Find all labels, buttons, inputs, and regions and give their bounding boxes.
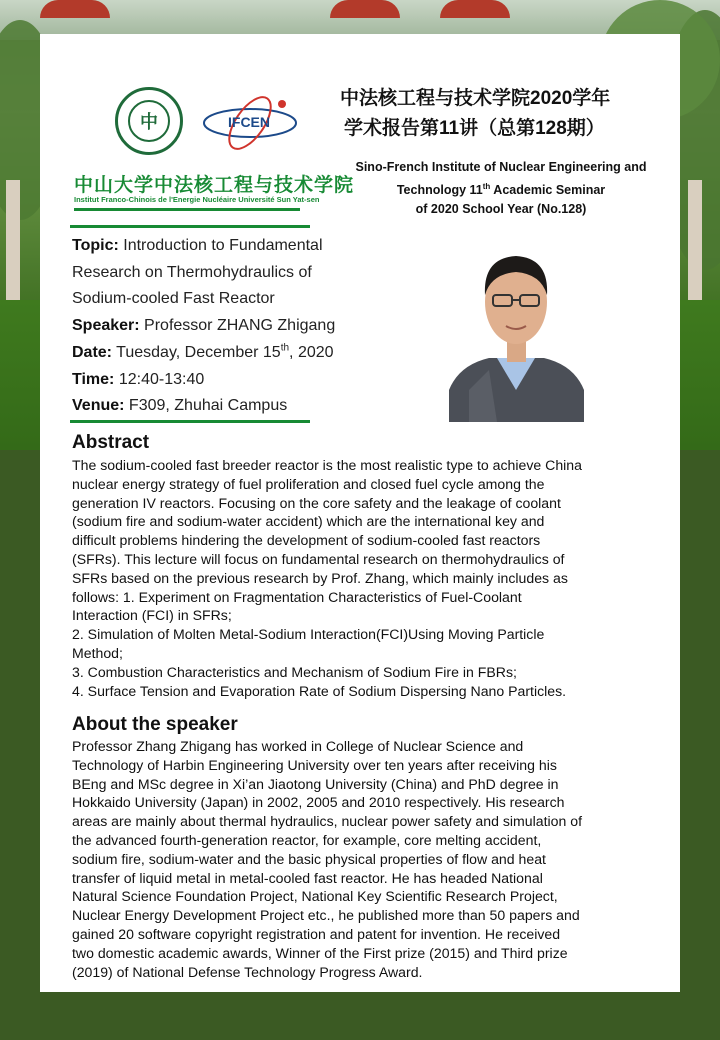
about-line: transfer of liquid metal in metal-cooled fast reactor. He has headed National [72, 869, 543, 886]
tree-trunk [6, 180, 20, 310]
school-name-cn: 中山大学中法核工程与技术学院 [74, 175, 355, 196]
topic-label: Topic: [72, 237, 119, 254]
about-line: two domestic academic awards, Winner of the First prize (2015) and Third prize [72, 944, 568, 961]
red-roof [440, 0, 510, 18]
about-line: the advanced fourth-generation reactor, for example, core melting accident, [72, 831, 542, 848]
ifcen-logo-text: IFCEN [228, 114, 270, 130]
about-speaker-text [72, 737, 662, 981]
abstract-line: difficult problems hindering the development of sodium-cooled fast reactors [72, 532, 541, 549]
red-roof [330, 0, 400, 18]
abstract-line: follows: 1. Experiment on Fragmentation Characteristics of Fuel-Coolant [72, 588, 522, 605]
about-speaker-heading: About the speaker [72, 714, 238, 735]
title-en-line: of 2020 School Year (No.128) [415, 202, 587, 217]
ordinal-suffix: th [280, 342, 290, 354]
about-line: BEng and MSc degree in Xi’an Jiaotong University (China) and PhD degree in [72, 775, 559, 792]
ordinal-suffix: th [482, 182, 491, 191]
speaker-label: Speaker: [72, 317, 140, 335]
title-en-text: Academic Seminar [490, 183, 606, 198]
university-seal-logo [115, 87, 183, 155]
date-label: Date: [72, 343, 113, 361]
title-en-text: Technology 11 [396, 183, 483, 198]
speaker-row [72, 313, 372, 340]
abstract-text [72, 456, 662, 700]
title-en-line: Sino-French Institute of Nuclear Engineering and [355, 160, 647, 174]
about-line: areas are mainly about thermal hydraulics, nuclear power safety and simulation of [72, 813, 582, 830]
abstract-line: generation IV reactors. Focusing on the core safety and the leakage of coolant [72, 494, 561, 511]
about-line: Natural Science Foundation Project, National Key Scientific Research Project, [72, 888, 558, 905]
title-en-line [326, 177, 676, 200]
title-cn-line: 学术报告第11讲（总第128期） [344, 118, 605, 139]
abstract-line: nuclear energy strategy of fuel proliferation and closed fuel cycle among the [72, 475, 545, 492]
about-line: Professor Zhang Zhigang has worked in College of Nuclear Science and [72, 738, 524, 754]
abstract-line: Method; [72, 644, 123, 661]
seminar-poster-card [40, 34, 680, 992]
venue-label: Venue: [72, 397, 125, 415]
title-cn-line: 中法核工程与技术学院2020学年 [340, 88, 611, 109]
abstract-line: (sodium fire and sodium-water accident) which are the international key and [72, 513, 545, 530]
abstract-line: SFRs based on the previous research by Prof. Zhang, which mainly includes as [72, 569, 568, 586]
red-roof [40, 0, 110, 18]
time-label: Time: [72, 370, 115, 388]
venue-value: F309, Zhuhai Campus [124, 397, 288, 415]
about-line: Hokkaido University (Japan) in 2002, 2005 and 2010 respectively. His research [72, 794, 565, 811]
topic-value: Sodium-cooled Fast Reactor [72, 290, 275, 308]
abstract-heading: Abstract [72, 432, 150, 453]
ifcen-logo [198, 90, 308, 156]
school-logo-area [70, 84, 355, 244]
seal-center: 中 [128, 100, 170, 142]
abstract-line: The sodium-cooled fast breeder reactor is the most realistic type to achieve China [72, 457, 582, 473]
seminar-title-cn [340, 84, 660, 144]
about-line: Technology of Harbin Engineering University over ten years after receiving his [72, 756, 557, 773]
speaker-photo-icon [449, 240, 584, 422]
date-value: Tuesday, December 15 [112, 343, 281, 361]
abstract-line: 4. Surface Tension and Evaporation Rate of Sodium Dispersing Nano Particles. [72, 682, 567, 699]
venue-row [72, 393, 372, 420]
logo-divider [74, 208, 300, 211]
speaker-value: Professor ZHANG Zhigang [139, 317, 336, 335]
info-divider-top [70, 225, 310, 228]
about-line: Nuclear Energy Development Project etc., he published more than 50 papers and [72, 907, 580, 924]
school-name-fr: Institut Franco-Chinois de l'Energie Nucléaire Université Sun Yat-sen [74, 195, 320, 204]
seminar-info [72, 233, 372, 420]
time-value: 12:40-13:40 [114, 370, 205, 388]
about-line: (2019) of National Defense Technology Progress Award. [72, 963, 423, 980]
about-line: gained 20 software copyright registration and patent for invention. He received [72, 925, 561, 942]
abstract-line: Interaction (FCI) in SFRs; [72, 607, 232, 624]
date-value: , 2020 [289, 343, 334, 361]
abstract-line: 3. Combustion Characteristics and Mechanism of Sodium Fire in FBRs; [72, 663, 517, 680]
time-row [72, 367, 372, 394]
speaker-portrait [449, 240, 584, 422]
abstract-line: 2. Simulation of Molten Metal-Sodium Interaction(FCI)Using Moving Particle [72, 626, 545, 643]
date-row [72, 340, 372, 367]
topic-value: Research on Thermohydraulics of [72, 263, 312, 281]
topic-row [72, 233, 372, 260]
info-divider-bottom [70, 420, 310, 423]
seminar-title-en [326, 158, 676, 219]
abstract-line: (SFRs). This lecture will focus on fundamental research on thermohydraulics of [72, 550, 565, 567]
about-line: sodium fire, sodium-water and the basic physical properties of flow and heat [72, 850, 546, 867]
topic-value: Introduction to Fundamental [118, 237, 323, 254]
